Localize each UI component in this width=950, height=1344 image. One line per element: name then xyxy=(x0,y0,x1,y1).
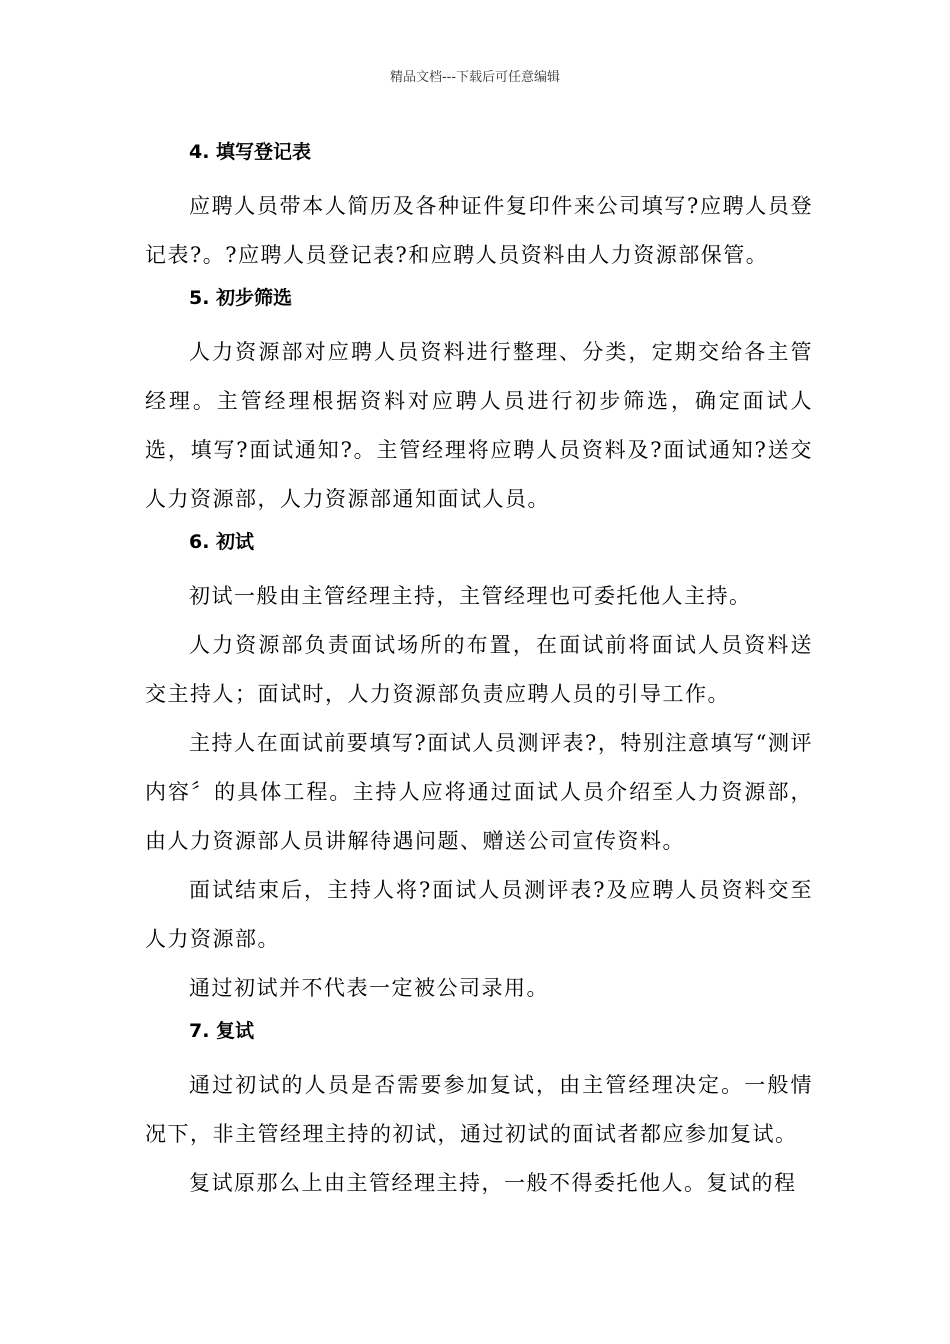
section-heading: 6. 初试 xyxy=(189,531,255,553)
page-header: 精品文档---下载后可任意编辑 xyxy=(389,70,561,85)
document-body xyxy=(145,134,813,1208)
section-5 xyxy=(145,280,813,524)
section-7 xyxy=(145,1013,813,1208)
section-heading: 7. 复试 xyxy=(189,1020,255,1042)
paragraph: 复试原那么上由主管经理主持，一般不得委托他人。复试的程 xyxy=(189,1171,797,1195)
paragraph: 人力资源部负责面试场所的布置，在面试前将面试人员资料送交主持人；面试时，人力资源部负责应聘人员的引导工作。 xyxy=(145,633,813,706)
section-heading: 4. 填写登记表 xyxy=(189,141,312,163)
paragraph: 人力资源部对应聘人员资料进行整理、分类，定期交给各主管经理。主管经理根据资料对应聘人员进行初步筛选，确定面试人选，填写?面试通知?。主管经理将应聘人员资料及?面试通知?送交人力资源部，人力资源部通知面试人员。 xyxy=(145,340,813,511)
paragraph: 初试一般由主管经理主持，主管经理也可委托他人主持。 xyxy=(189,584,752,608)
section-heading: 5. 初步筛选 xyxy=(189,287,293,309)
paragraph: 主持人在面试前要填写?面试人员测评表?，特别注意填写“测评内容〞的具体工程。主持人应将通过面试人员介绍至人力资源部，由人力资源部人员讲解待遇问题、赠送公司宣传资料。 xyxy=(145,731,813,853)
paragraph: 面试结束后，主持人将?面试人员测评表?及应聘人员资料交至人力资源部。 xyxy=(145,878,813,951)
section-6 xyxy=(145,524,813,1013)
section-4 xyxy=(145,134,813,280)
paragraph: 应聘人员带本人简历及各种证件复印件来公司填写?应聘人员登记表?。?应聘人员登记表?和应聘人员资料由人力资源部保管。 xyxy=(145,194,813,267)
paragraph: 通过初试的人员是否需要参加复试，由主管经理决定。一般情况下，非主管经理主持的初试，通过初试的面试者都应参加复试。 xyxy=(145,1073,813,1146)
paragraph: 通过初试并不代表一定被公司录用。 xyxy=(189,976,549,1000)
